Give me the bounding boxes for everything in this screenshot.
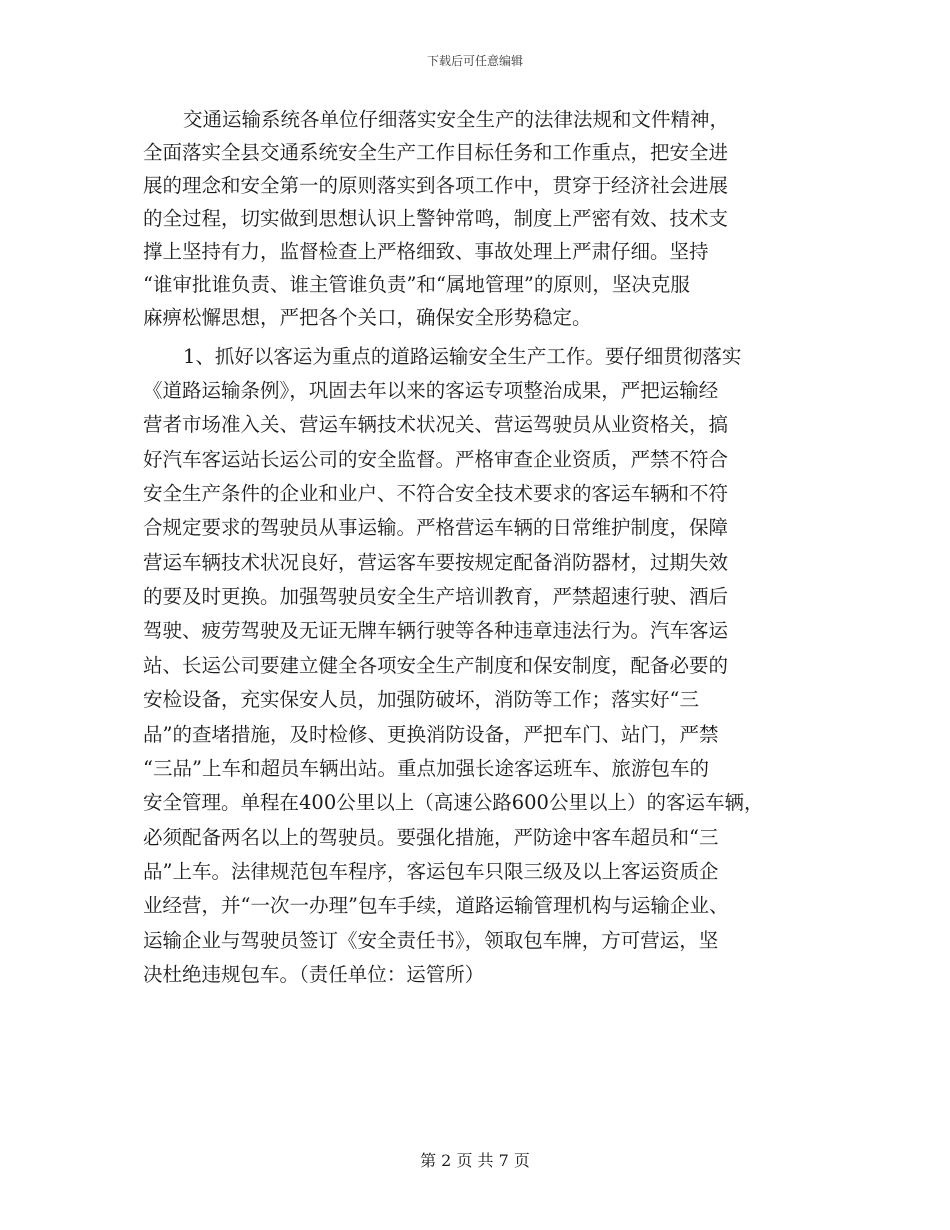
paragraph-1-line: 交通运输系统各单位仔细落实安全生产的法律法规和文件精神， (183, 108, 730, 131)
paragraph-2-line: 安全生产条件的企业和业户、不符合安全技术要求的客运车辆和不符 (143, 482, 729, 505)
paragraph-2-line: 的要及时更换。加强驾驶员安全生产培训教育，严禁超速行驶、酒后 (143, 585, 729, 608)
paragraph-2-line: 运输企业与驾驶员签订《安全责任书》，领取包车牌，方可营运，坚 (143, 929, 719, 952)
paragraph-1-line: 全面落实全县交通系统安全生产工作目标任务和工作重点，把安全进 (143, 141, 729, 164)
paragraph-2-line: 必须配备两名以上的驾驶员。要强化措施，严防途中客车超员和“三 (143, 826, 719, 849)
page-header: 下载后可任意编辑 (426, 54, 523, 68)
paragraph-1-line: 的全过程，切实做到思想认识上警钟常鸣，制度上严密有效、技术支 (143, 207, 729, 230)
paragraph-2-line: 安检设备，充实保安人员，加强防破坏，消防等工作；落实好“三 (143, 688, 699, 711)
paragraph-2-line: “三品”上车和超员车辆出站。重点加强长途客运班车、旅游包车的 (143, 757, 709, 780)
paragraph-1-line: “谁审批谁负责、谁主管谁负责”和“属地管理”的原则，坚决克服 (143, 273, 690, 296)
paragraph-2-line: 好汽车客运站长运公司的安全监督。严格审查企业资质，严禁不符合 (143, 448, 729, 471)
paragraph-2-line: 品”的查堵措施，及时检修、更换消防设备，严把车门、站门，严禁 (143, 723, 719, 746)
page-footer: 第 2 页 共 7 页 (420, 1151, 530, 1170)
paragraph-2-line: 站、长运公司要建立健全各项安全生产制度和保安制度，配备必要的 (143, 654, 729, 677)
paragraph-2-line: 业经营，并“一次一办理”包车手续，道路运输管理机构与运输企业、 (143, 894, 729, 917)
paragraph-2-line: 决杜绝违规包车。（责任单位：运管所） (143, 963, 485, 986)
paragraph-1-line: 展的理念和安全第一的原则落实到各项工作中，贯穿于经济社会进展 (143, 174, 729, 197)
paragraph-2-line: 驾驶、疲劳驾驶及无证无牌车辆行驶等各种违章违法行为。汽车客运 (143, 619, 729, 642)
paragraph-2-line: 品”上车。法律规范包车程序，客运包车只限三级及以上客运资质企 (143, 860, 719, 883)
paragraph-2-line: 合规定要求的驾驶员从事运输。严格营运车辆的日常维护制度，保障 (143, 516, 729, 539)
paragraph-1-line: 麻痹松懈思想，严把各个关口，确保安全形势稳定。 (143, 306, 592, 329)
paragraph-2-line: 营者市场准入关、营运车辆技术状况关、营运驾驶员从业资格关，搞 (143, 413, 729, 436)
paragraph-2-line: 安全管理。单程在400公里以上（高速公路600公里以上）的客运车辆， (143, 791, 764, 814)
paragraph-2-line: 营运车辆技术状况良好，营运客车要按规定配备消防器材，过期失效 (143, 551, 729, 574)
paragraph-2-line: 1、抓好以客运为重点的道路运输安全生产工作。要仔细贯彻落实 (183, 345, 742, 368)
paragraph-2-line: 《道路运输条例》，巩固去年以来的客运专项整治成果，严把运输经 (143, 379, 719, 402)
paragraph-1-line: 撑上坚持有力，监督检查上严格细致、事故处理上严肃仔细。坚持 (143, 240, 709, 263)
